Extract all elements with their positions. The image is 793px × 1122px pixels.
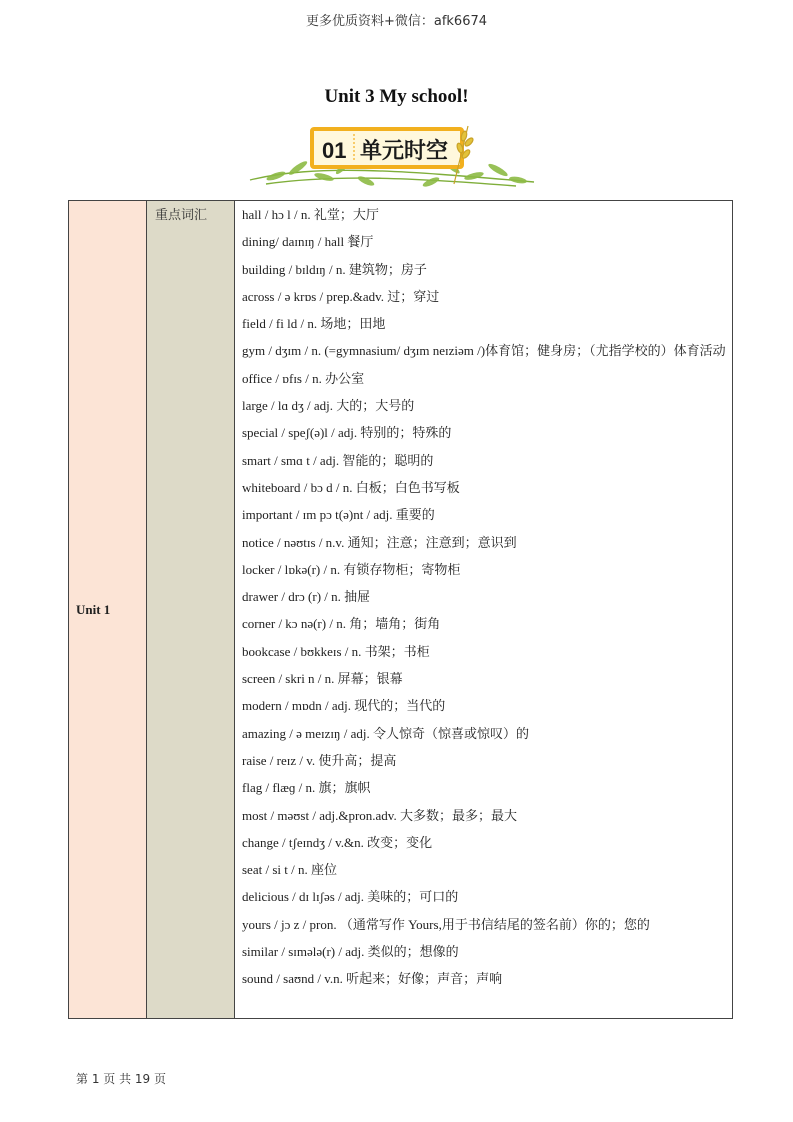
word-entry: corner / kɔ nə(r) / n. 角；墙角；街角 bbox=[242, 616, 441, 632]
word-entry: flag / flæɡ / n. 旗；旗帜 bbox=[242, 780, 371, 796]
word-entry: modern / mɒdn / adj. 现代的；当代的 bbox=[242, 698, 446, 714]
page-title: Unit 3 My school! bbox=[324, 86, 469, 107]
unit-label-cell: Unit 1 bbox=[69, 201, 147, 1019]
word-entry: whiteboard / bɔ d / n. 白板；白色书写板 bbox=[242, 479, 460, 495]
vocabulary-table bbox=[68, 200, 733, 1019]
word-entry: screen / skri n / n. 屏幕；银幕 bbox=[242, 671, 403, 687]
word-entry: sound / saʊnd / v.n. 听起来；好像；声音；声响 bbox=[242, 971, 503, 987]
word-entry: locker / lɒkə(r) / n. 有锁存物柜；寄物柜 bbox=[242, 561, 461, 577]
word-entry: raise / reɪz / v. 使升高；提高 bbox=[242, 752, 397, 768]
word-entry: seat / si t / n. 座位 bbox=[242, 862, 337, 878]
word-entry: hall / hɔ l / n. 礼堂；大厅 bbox=[242, 207, 379, 222]
word-entry: yours / jɔ z / pron. （通常写作 Yours,用于书信结尾的签名前）你的；您的 bbox=[242, 916, 650, 932]
word-entry: notice / nəʊtɪs / n.v. 通知；注意；注意到；意识到 bbox=[242, 534, 517, 550]
word-entry: bookcase / bʊkkeɪs / n. 书架；书柜 bbox=[242, 643, 430, 659]
page-number-footer: 第 1 页 共 19 页 bbox=[76, 1072, 166, 1086]
word-entry: building / bɪldɪŋ / n. 建筑物；房子 bbox=[242, 261, 427, 277]
section-banner bbox=[246, 124, 538, 190]
word-entry: field / fi ld / n. 场地；田地 bbox=[242, 316, 386, 332]
word-entry: across / ə krɒs / prep.&adv. 过；穿过 bbox=[242, 288, 440, 304]
word-entry: office / ɒfɪs / n. 办公室 bbox=[242, 370, 365, 386]
banner-number: 01 bbox=[322, 138, 347, 163]
word-list-cell bbox=[235, 201, 733, 1019]
word-entry: drawer / drɔ (r) / n. 抽屉 bbox=[242, 589, 371, 605]
word-entry: gym / dʒɪm / n. (=gymnasium/ dʒɪm neɪziəm /)体育馆；健身房；（尤指学校的）体育活动 bbox=[242, 343, 726, 359]
word-entry: similar / sɪmələ(r) / adj. 类似的；想像的 bbox=[242, 944, 459, 960]
word-entry: smart / smɑ t / adj. 智能的；聪明的 bbox=[242, 452, 434, 468]
word-entry: special / speʃ(ə)l / adj. 特别的；特殊的 bbox=[242, 425, 452, 441]
word-entry: dining/ daɪnɪŋ / hall 餐厅 bbox=[242, 234, 374, 250]
word-entry: large / lɑ dʒ / adj. 大的；大号的 bbox=[242, 398, 415, 414]
word-entry: change / tʃeɪndʒ / v.&n. 改变；变化 bbox=[242, 834, 433, 850]
word-entry: delicious / dɪ lɪʃəs / adj. 美味的；可口的 bbox=[242, 889, 459, 905]
word-entry: important / ɪm pɔ t(ə)nt / adj. 重要的 bbox=[242, 507, 435, 523]
category-cell: 重点词汇 bbox=[147, 201, 235, 1019]
word-entry: amazing / ə meɪzɪŋ / adj. 令人惊奇（惊喜或惊叹）的 bbox=[242, 725, 529, 741]
banner-label: 单元时空 bbox=[360, 139, 449, 164]
watermark-text: 更多优质资料+微信：afk6674 bbox=[305, 14, 488, 29]
table-row bbox=[69, 201, 733, 1019]
word-entry: most / məʊst / adj.&pron.adv. 大多数；最多；最大 bbox=[242, 807, 517, 823]
